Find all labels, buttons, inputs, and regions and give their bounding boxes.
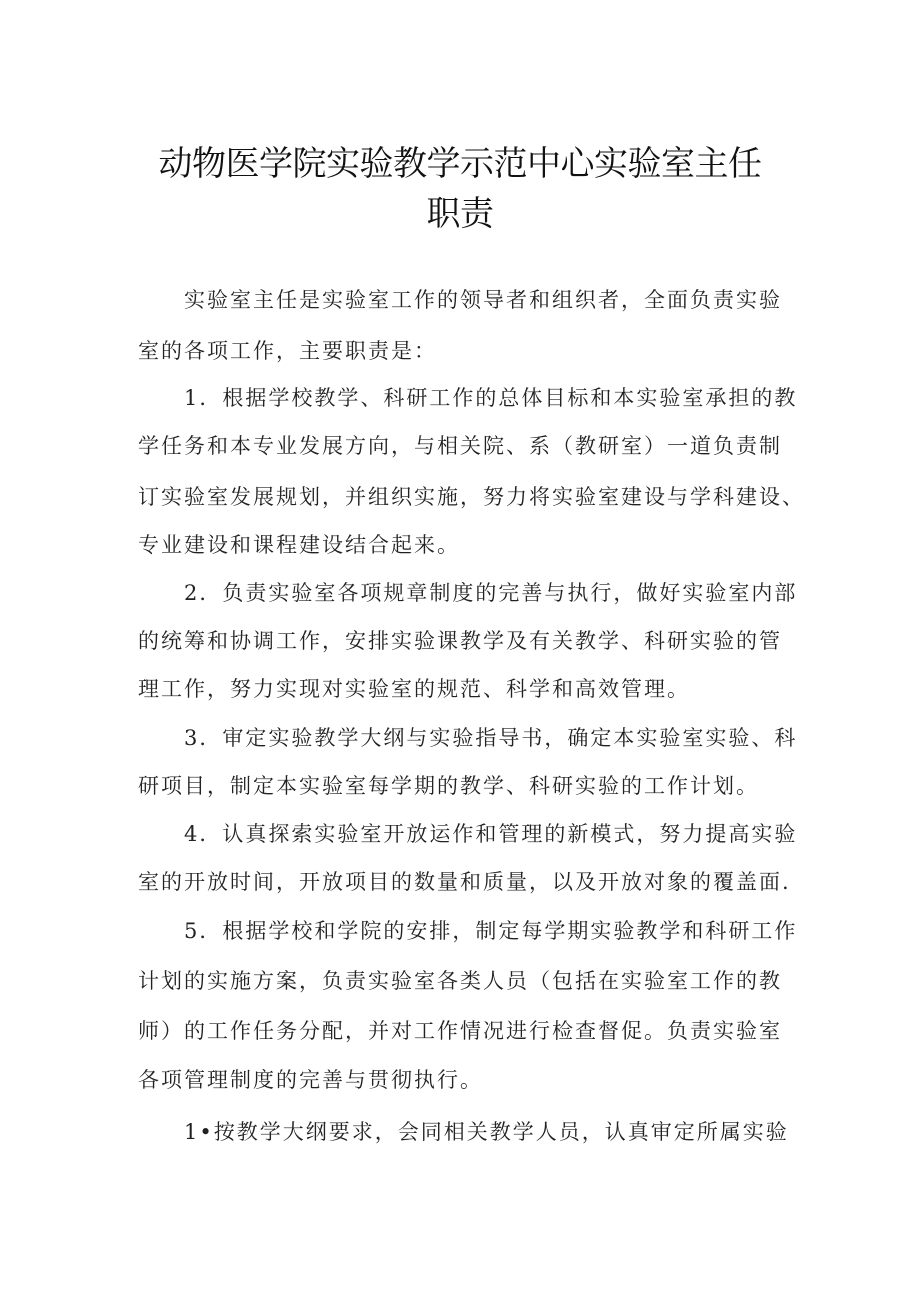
paragraph-line: 5．根据学校和学院的安排，制定每学期实验教学和科研工作 bbox=[184, 919, 798, 943]
paragraph-line: 学任务和本专业发展方向，与相关院、系（教研室）一道负责制 bbox=[138, 434, 782, 458]
paragraph-line: 1•按教学大纲要求，会同相关教学人员，认真审定所属实验 bbox=[184, 1120, 789, 1144]
paragraph-line: 的统筹和协调工作，安排实验课教学及有关教学、科研实验的管 bbox=[138, 629, 782, 653]
paragraph-line: 4．认真探索实验室开放运作和管理的新模式，努力提高实验 bbox=[184, 822, 798, 846]
document-title-line-2: 职责 bbox=[426, 194, 494, 234]
paragraph-line: 室的各项工作，主要职责是： bbox=[138, 339, 437, 363]
paragraph-line: 3．审定实验教学大纲与实验指导书，确定本实验室实验、科 bbox=[184, 726, 798, 750]
paragraph-line: 室的开放时间，开放项目的数量和质量，以及开放对象的覆盖面. bbox=[138, 870, 791, 894]
paragraph-line: 1．根据学校教学、科研工作的总体目标和本实验室承担的教 bbox=[184, 386, 798, 410]
paragraph-line: 2．负责实验室各项规章制度的完善与执行，做好实验室内部 bbox=[184, 581, 798, 605]
paragraph-line: 研项目，制定本实验室每学期的教学、科研实验的工作计划。 bbox=[138, 774, 759, 798]
paragraph-line: 订实验室发展规划，并组织实施，努力将实验室建设与学科建设、 bbox=[138, 485, 805, 509]
paragraph-line: 各项管理制度的完善与贯彻执行。 bbox=[138, 1068, 483, 1092]
paragraph-line: 实验室主任是实验室工作的领导者和组织者，全面负责实验 bbox=[184, 288, 782, 312]
paragraph-line: 理工作，努力实现对实验室的规范、科学和高效管理。 bbox=[138, 677, 690, 701]
paragraph-line: 师）的工作任务分配，并对工作情况进行检查督促。负责实验室 bbox=[138, 1019, 782, 1043]
paragraph-line: 计划的实施方案，负责实验室各类人员（包括在实验室工作的教 bbox=[138, 969, 782, 993]
paragraph-line: 专业建设和课程建设结合起来。 bbox=[138, 533, 460, 557]
document-title-line-1: 动物医学院实验教学示范中心实验室主任 bbox=[158, 144, 762, 184]
